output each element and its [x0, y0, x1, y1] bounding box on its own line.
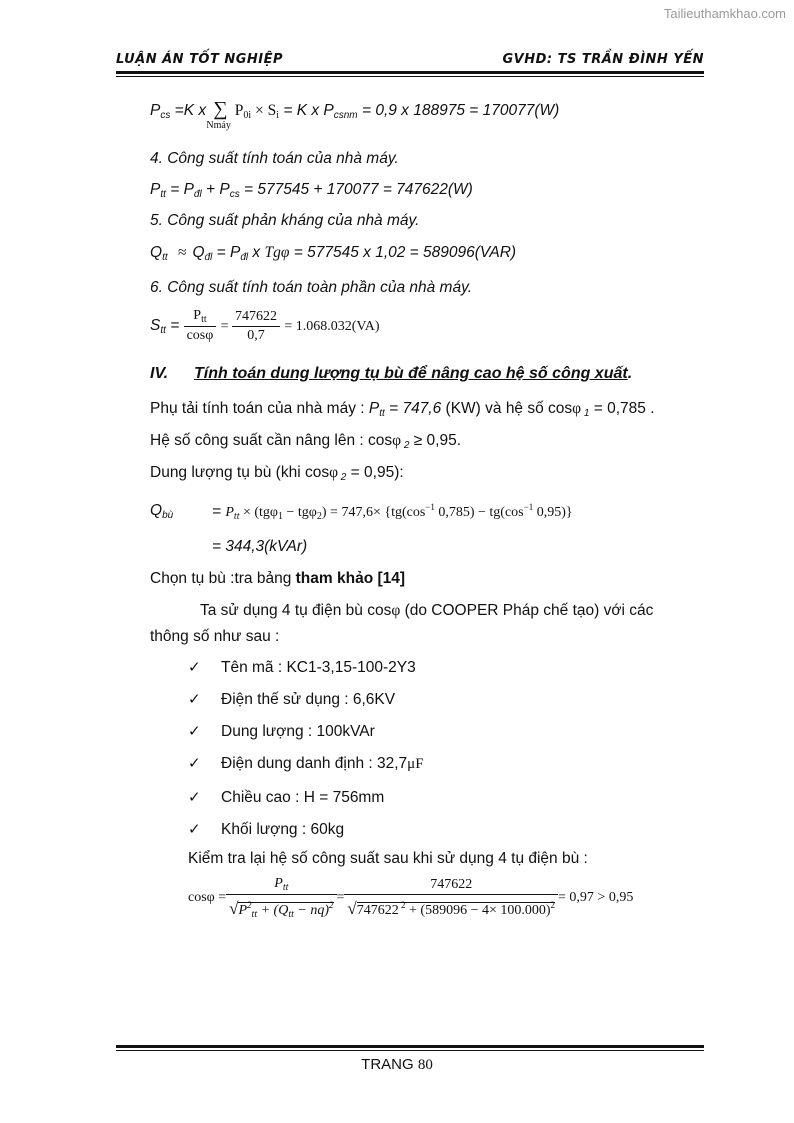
- qbu-result: = 344,3(kVAr): [212, 538, 308, 555]
- formula-ptt: $P_{tt} = P_{đl} + P_{cs} = 577545 + 170077 = 747622(W)$: [150, 181, 473, 200]
- usage-line-1: Ta sử dụng 4 tụ điện bù cosφ (do COOPER Pháp chế tạo) với các: [200, 602, 654, 619]
- formula-final-cosphi: cosφ = $\frac{P_{tt}}{√P^2_{tt} + (Q_{tt} - nq)^2}$ = $\frac{747622}{√747622 ^2 + (589096 - 4\times 100.000)^2}$ = 0,97 > 0,95: [188, 876, 634, 920]
- spec-item: ✓ Khối lượng : 60kg: [188, 821, 345, 838]
- formula-qbu: = $P_{tt} \times (tg\varphi_1 - tg\varphi_2) = 747,6\times \{tg(\cos^{-1}$ $0,785) - tg(\cos^{-1}$ 0,95)}: [212, 502, 573, 522]
- header-rule-thick: [116, 71, 704, 74]
- paragraph-load: Phụ tải tính toán của nhà máy : $P_{tt} = 747,6$ (KW) và hệ số cosφ $_1$ = 0,785 .: [150, 400, 655, 419]
- spec-item: ✓ Điện dung danh định : 32,7μF: [188, 755, 424, 772]
- paragraph-target-pf: Hệ số công suất cần nâng lên : cosφ $_2$ ≥ 0,95.: [150, 432, 462, 451]
- footer-rule-thick: [116, 1045, 704, 1048]
- section-iv-heading: IV. Tính toán dung lượng tụ bù để nâng cao hệ số công xuất.: [150, 365, 633, 382]
- paragraph-capacitor-capacity: Dung lượng tụ bù (khi cosφ $_2$ = 0,95):: [150, 464, 404, 483]
- header-right-advisor: GVHD: TS TRẦN ĐÌNH YẾN: [502, 52, 704, 67]
- verify-line: Kiểm tra lại hệ số công suất sau khi sử dụng 4 tụ điện bù :: [188, 850, 588, 867]
- footer-rule-thin: [116, 1050, 704, 1051]
- choose-capacitor-line: Chọn tụ bù :tra bảng tham khảo [14]: [150, 570, 406, 587]
- check-icon: ✓: [188, 789, 201, 806]
- item-4-heading: 4. Công suất tính toán của nhà máy.: [150, 150, 399, 167]
- header-left-title: LUẬN ÁN TỐT NGHIỆP: [116, 52, 284, 67]
- check-icon: ✓: [188, 723, 201, 740]
- formula-qtt: $Q_{tt} \approx Q_{đl} = P_{đl}$ x Tgφ = 577545 x 1,02 = 589096(VAR): [150, 244, 517, 263]
- spec-item: ✓ Chiều cao : H = 756mm: [188, 789, 385, 806]
- watermark: Tailieuthamkhao.com: [663, 6, 786, 21]
- check-icon: ✓: [188, 691, 201, 708]
- formula-pcs: $P_{cs} =K$ x ∑ Nmáy $P_{0i} \times S_i = K$ x $P_{csnm} = 0,9$ x 188975 = 170077(W): [150, 98, 560, 131]
- usage-line-2: thông số như sau :: [150, 628, 280, 645]
- check-icon: ✓: [188, 821, 201, 838]
- check-icon: ✓: [188, 755, 201, 772]
- item-6-heading: 6. Công suất tính toán toàn phần của nhà máy.: [150, 279, 472, 296]
- formula-stt: $S_{tt}$ = $\frac{P_{tt}}{\cos\varphi}$ = $\frac{747622}{0,7}$ = 1.068.032(VA): [150, 308, 380, 343]
- page-number: TRANG 80: [361, 1056, 433, 1073]
- spec-item: ✓ Điện thế sử dụng : 6,6KV: [188, 691, 396, 708]
- header-rule-thin: [116, 76, 704, 77]
- item-5-heading: 5. Công suất phản kháng của nhà máy.: [150, 212, 420, 229]
- spec-item: ✓ Dung lượng : 100kVAr: [188, 723, 375, 740]
- spec-item: ✓ Tên mã : KC1-3,15-100-2Y3: [188, 659, 416, 676]
- check-icon: ✓: [188, 659, 201, 676]
- spec-checklist: [188, 658, 424, 852]
- formula-qbu-label: $Q_{bù}$: [150, 502, 174, 521]
